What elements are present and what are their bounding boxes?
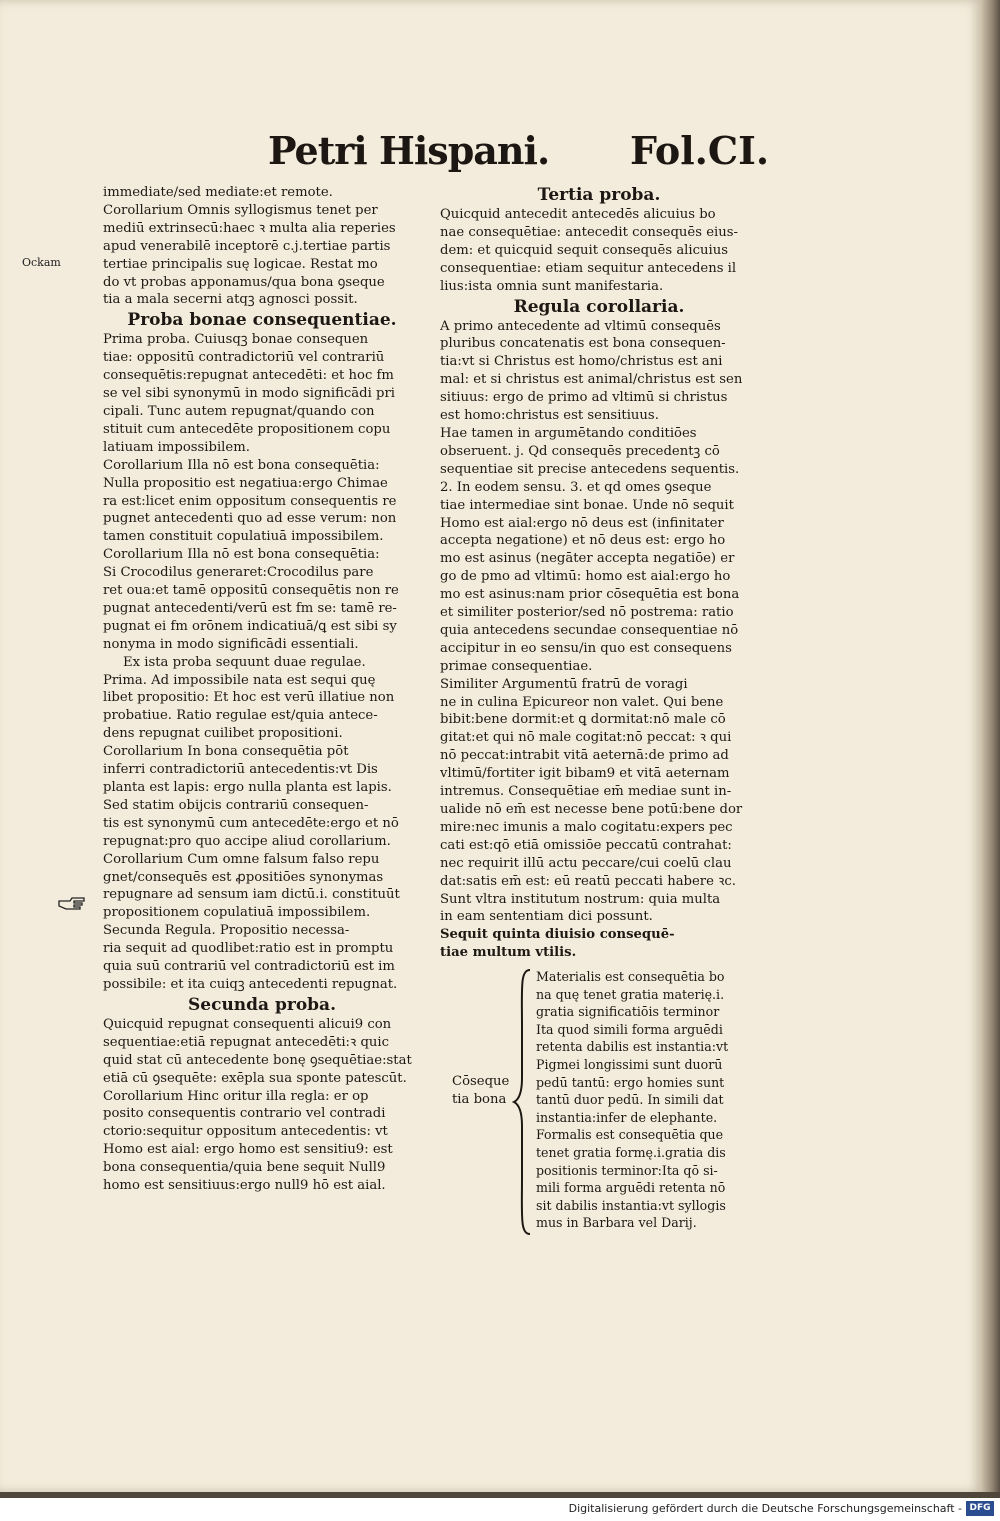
brace-text-line: tenet gratia formę.i.gratia dis: [536, 1144, 726, 1160]
left-text-column: [103, 184, 421, 1195]
right_column-line: tiae multum vtilis.: [440, 945, 577, 961]
right_column-line: bibit:bene dormit:et ꝗ dormitat:nō male cō: [440, 712, 726, 728]
page-title: Petri Hispani.: [268, 128, 550, 173]
right_column-line: intremus. Consequētiae em̄ mediae sunt in-: [440, 784, 732, 800]
right_column-line: Hae tamen in argumētando conditiōes: [440, 425, 697, 441]
right_column-line: tia:vt si Christus est homo/christus est ani: [440, 354, 723, 370]
brace-text-line: mili forma arguēdi retenta nō: [536, 1180, 726, 1196]
left_column-line: quia suū contrariū vel contradictoriū est im: [103, 959, 395, 975]
brace-text-line: Materialis est consequētia bo: [536, 969, 725, 984]
left_column-line: Prima. Ad impossibile nata est sequi quę: [103, 672, 376, 688]
left_column-line: probatiue. Ratio regulae est/quia antece-: [103, 708, 378, 724]
right_column-line: quia antecedens secundae consequentiae nō: [440, 622, 739, 638]
right_column-line: Quicquid antecedit antecedēs alicuius bo: [440, 207, 716, 222]
left_column-line: Nulla propositio est negatiua:ergo Chimae: [103, 475, 388, 491]
left_column-line: possibile: et ita cuiqꝫ antecedenti repugnat.: [103, 976, 398, 992]
left_column-line: latiuam impossibilem.: [103, 439, 250, 455]
brace-text-line: retenta dabilis est instantia:vt: [536, 1039, 729, 1055]
left_column-line: se vel sibi synonymū in modo significādi pri: [103, 386, 395, 402]
brace-text-line: gratia significatiōis terminor: [536, 1004, 720, 1020]
left_column-line: Sed statim obijcis contrariū consequen-: [103, 797, 369, 813]
left_column-line: immediate/sed mediate:et remote.: [103, 185, 333, 200]
right_column-line: Regula corollaria.: [513, 296, 685, 317]
right_column-line: Homo est aial:ergo nō deus est (infinitater: [440, 515, 724, 531]
right_column-line: ne in culina Epicureor non valet. Qui bene: [440, 694, 724, 710]
left_column-line: cipali. Tunc autem repugnat/quando con: [103, 403, 375, 419]
left_column-line: libet propositio: Et hoc est verū illatiue non: [103, 690, 395, 706]
left_column-line: homo est sensitiuus:ergo null9 hō est aial.: [103, 1178, 386, 1194]
brace-text-line: Formalis est consequētia que: [536, 1127, 724, 1143]
brace-label-line: tia bona: [452, 1091, 507, 1107]
right_column-line: lius:ista omnia sunt manifestaria.: [440, 278, 664, 294]
left_column-line: tia a mala secerni atqꝫ agnosci possit.: [103, 292, 358, 308]
left_column-line: Si Crocodilus generaret:Crocodilus pare: [103, 565, 374, 581]
right_column-line: Tertia proba.: [537, 185, 661, 205]
right_column-line: tiae intermediae sint bonae. Unde nō sequit: [440, 497, 734, 513]
footer-bar: [0, 1498, 1000, 1521]
left_column-line: Corollarium Omnis syllogismus tenet per: [103, 202, 378, 218]
right_column-line: ualide nō em̄ est necesse bene potū:bene dor: [440, 802, 743, 817]
curly-brace-icon: [512, 968, 534, 1236]
right_column-line: mal: et si christus est animal/christus est sen: [440, 372, 743, 388]
right_column-line: Sunt vltra institutum nostrum: quia multa: [440, 891, 721, 907]
left_column-line: consequētis:repugnat antecedēti: et hoc fm: [103, 368, 394, 384]
left_column-line: dens repugnat cuilibet propositioni.: [103, 726, 343, 742]
dfg-logo: DFG: [966, 1501, 994, 1516]
folio-number: Fol.CI.: [630, 128, 770, 173]
right-text-column: [440, 184, 758, 962]
footer-credit: Digitalisierung gefördert durch die Deutsche Forschungsgemeinschaft -: [568, 1502, 962, 1515]
left_column-line: sequentiae:etiā repugnat antecedēti:ꝛ quic: [103, 1034, 389, 1050]
right_column-line: sitiuus: ergo de primo ad vltimū si christus: [440, 390, 728, 406]
brace-text-line: pedū tantū: ergo homies sunt: [536, 1074, 725, 1090]
right_column-line: et similiter posterior/sed nō postrema: ratio: [440, 605, 734, 621]
left_column-line: Corollarium Illa nō est bona consequētia:: [103, 547, 380, 563]
left_column-line: bona consequentia/quia bene sequit Null9: [103, 1160, 386, 1176]
right_column-line: vltimū/fortiter igit bibam9 et vitā aeternam: [440, 766, 730, 782]
left_column-line: gnet/consequēs est ꝓpositiōes synonymas: [103, 869, 384, 885]
left_column-line: Homo est aial: ergo homo est sensitiu9: est: [103, 1142, 393, 1158]
left_column-line: mediū extrinsecū:haec ꝛ multa alia reperies: [103, 220, 396, 236]
left_column-line: Ex ista proba sequunt duae regulae.: [123, 654, 366, 670]
left_column-line: propositionem copulatiuā impossibilem.: [103, 905, 371, 921]
left_column-line: stituit cum antecedēte propositionem copu: [103, 421, 391, 437]
left_column-line: pugnat ei fm orōnem indicatiuā/ꝗ est sibi sy: [103, 618, 397, 634]
left_column-line: Secunda Regula. Propositio necessa-: [103, 923, 350, 939]
right_column-line: dat:satis em̄ est: eū reatū peccati habere ꝛc.: [440, 873, 736, 889]
right_column-line: nae consequētiae: antecedit consequēs eius-: [440, 224, 738, 240]
left_column-line: Corollarium In bona consequētia pōt: [103, 744, 349, 760]
left_column-line: tamen constituit copulatiuā impossibilem.: [103, 529, 384, 545]
left_column-line: apud venerabilē inceptorē c.j.tertiae partis: [103, 238, 391, 254]
right_column-line: est homo:christus est sensitiuus.: [440, 408, 659, 424]
left_column-line: ria sequit ad quodlibet:ratio est in promptu: [103, 941, 394, 957]
right_column-line: 2. In eodem sensu. 3. et qd omes ꝯseque: [440, 479, 712, 495]
right_column-line: mo est asinus:nam prior cōsequētia est bona: [440, 587, 740, 603]
right_column-line: accipitur in eo sensu/in quo est consequens: [440, 640, 732, 656]
right_column-line: nec requirit illū actu peccare/cui coelū clau: [440, 855, 732, 871]
left_column-line: Corollarium Hinc oritur illa regla: er op: [103, 1088, 369, 1104]
brace-text-line: positionis terminor:Ita qō si-: [536, 1162, 718, 1178]
left_column-line: Proba bonae consequentiae.: [127, 310, 397, 331]
left_column-line: inferri contradictoriū antecedentis:vt Dis: [103, 762, 378, 778]
left_column-line: ret oua:et tamē oppositū consequētis non re: [103, 583, 399, 599]
left_column-line: planta est lapis: ergo nulla planta est lapis.: [103, 780, 392, 795]
right_column-line: A primo antecedente ad vltimū consequēs: [440, 318, 721, 334]
brace-text-line: mus in Barbara vel Darij.: [536, 1215, 697, 1231]
brace-text-line: sit dabilis instantia:vt syllogis: [536, 1197, 726, 1213]
left_column-line: ra est:licet enim oppositum consequentis re: [103, 493, 397, 509]
right_column-line: in eam sententiam dici possunt.: [440, 909, 653, 925]
division-brace-block: [440, 968, 760, 1238]
right_column-line: sequentiae sit precise antecedens sequentis.: [440, 461, 740, 477]
left_column-line: etiā cū ꝯsequēte: exēpla sua sponte patescūt.: [103, 1070, 407, 1086]
brace-text-line: Ita quod simili forma arguēdi: [536, 1021, 723, 1037]
left_column-line: posito consequentis contrario vel contradi: [103, 1106, 386, 1122]
brace-text-line: Pigmei longissimi sunt duorū: [536, 1056, 723, 1072]
left_column-line: ctorio:sequitur oppositum antecedentis: vt: [103, 1124, 388, 1140]
left_column-line: repugnare ad sensum iam dictū.i. constituūt: [103, 887, 400, 903]
right_column-line: mo est asinus (negāter accepta negatiōe) er: [440, 551, 735, 567]
right_column-line: pluribus concatenatis est bona consequen-: [440, 336, 726, 352]
left_column-line: pugnet antecedenti quo ad esse verum: non: [103, 511, 397, 527]
right_column-line: obseruent. j. Qd consequēs precedentꝫ cō: [440, 443, 720, 459]
right_column-line: Similiter Argumentū fratrū de voragi: [440, 676, 688, 692]
left_column-line: pugnat antecedenti/verū est fm se: tamē re-: [103, 600, 397, 616]
left_column-line: tiae: oppositū contradictoriū vel contrariū: [103, 350, 385, 366]
brace-text-line: instantia:infer de elephante.: [536, 1109, 718, 1125]
left_column-line: tertiae principalis suę logicae. Restat mo: [103, 256, 378, 272]
left_column-line: Prima proba. Cuiusqꝫ bonae consequen: [103, 332, 369, 348]
brace-text-line: tantū duor pedū. In simili dat: [536, 1092, 724, 1108]
right_column-line: gitat:et qui nō male cogitat:nō peccat: ꝛ qui: [440, 730, 732, 746]
right_column-line: Sequit quinta diuisio consequē-: [440, 927, 675, 943]
right_column-line: consequentiae: etiam sequitur antecedens il: [440, 260, 737, 276]
left_column-line: Corollarium Illa nō est bona consequētia:: [103, 457, 380, 473]
brace-text-line: na quę tenet gratia materię.i.: [536, 986, 725, 1002]
right_column-line: dem: et quicquid sequit consequēs alicuius: [440, 242, 728, 258]
brace-text: [536, 968, 760, 1232]
right_column-line: go de pmo ad vltimū: homo est aial:ergo ho: [440, 569, 731, 585]
left_column-line: Secunda proba.: [188, 994, 336, 1015]
right_column-line: mire:nec imunis a malo cogitatu:expers pec: [440, 819, 733, 835]
margin-note-ockam: Ockam: [22, 256, 61, 269]
left_column-line: Corollarium Cum omne falsum falso repu: [103, 851, 380, 867]
brace-label-line: Cōseque: [452, 1074, 510, 1089]
left_column-line: Quicquid repugnat consequenti alicui9 con: [103, 1016, 392, 1032]
left_column-line: repugnat:pro quo accipe aliud corollarium.: [103, 833, 391, 849]
right_column-line: primae consequentiae.: [440, 658, 593, 674]
right_column-line: nō peccat:intrabit vitā aeternā:de primo ad: [440, 748, 729, 764]
left_column-line: quid stat cū antecedente bonę ꝯsequētiae:stat: [103, 1052, 412, 1068]
right_column-line: accepta negatione) et nō deus est: ergo ho: [440, 533, 726, 549]
left_column-line: tis est synonymū cum antecedēte:ergo et nō: [103, 815, 399, 831]
running-header: [268, 128, 768, 178]
page-edge: [982, 0, 1000, 1492]
right_column-line: cati est:qō etiā omissiōe peccatū contrahat:: [440, 837, 732, 853]
left_column-line: nonyma in modo significādi essentiali.: [103, 636, 359, 652]
brace-label: [452, 1073, 509, 1109]
left_column-line: do vt probas apponamus/qua bona ꝯseque: [103, 274, 385, 290]
pointing-hand-icon: [58, 895, 86, 911]
